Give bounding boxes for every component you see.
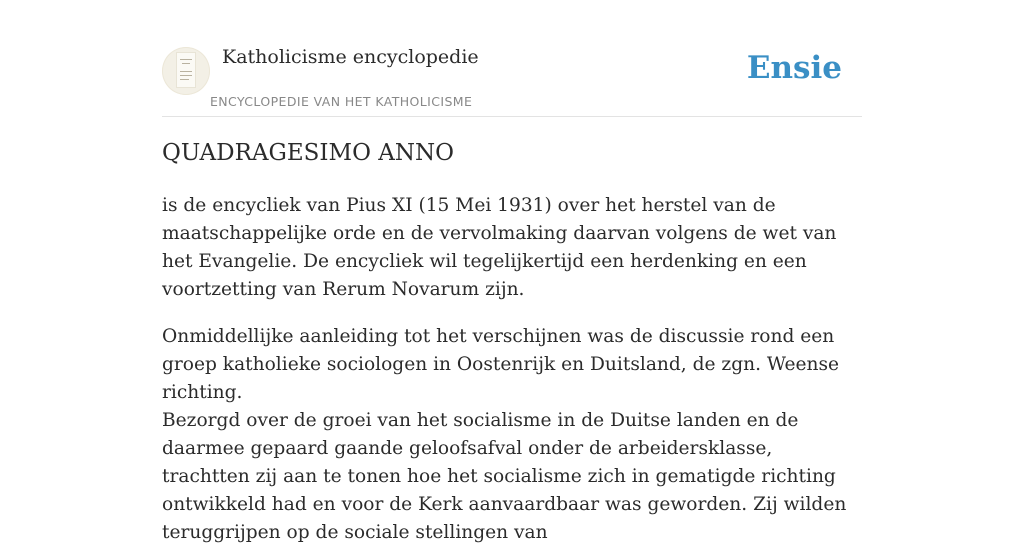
book-cover-icon[interactable] xyxy=(162,47,210,95)
article-paragraph: Bezorgd over de groei van het socialisme in de Duitse landen en de daarmee gepaard gaande geloofsafval onder de arbeidersklasse, trachtten zij aan te tonen hoe het socialisme zich in gematigde richting ontwikkeld had en voor de Kerk aanvaardbaar was geworden. Zij wilden teruggrijpen op de sociale stellingen van xyxy=(162,410,847,543)
article-paragraph: Onmiddellijke aanleiding tot het verschijnen was de discussie rond een groep katholieke sociologen in Oostenrijk en Duitsland, de zgn. Weense richting. xyxy=(162,326,840,403)
site-title-link[interactable]: Katholicisme encyclopedie xyxy=(222,46,479,68)
logo-line xyxy=(180,59,192,60)
logo-line xyxy=(182,63,190,64)
article-paragraph: is de encycliek van Pius XI (15 Mei 1931) over het herstel van de maatschappelijke orde en de vervolmaking daarvan volgens de wet van het Evangelie. De encycliek wil tegelijkertijd een herdenking en een voortzetting van Rerum Novarum zijn. xyxy=(162,195,837,300)
site-subtitle: ENCYCLOPEDIE VAN HET KATHOLICISME xyxy=(210,94,473,109)
page xyxy=(162,0,862,543)
logo-line xyxy=(180,79,189,80)
logo-line xyxy=(180,71,192,72)
ensie-brand-link[interactable]: Ensie xyxy=(746,50,842,86)
site-header xyxy=(162,0,862,117)
logo-line xyxy=(180,75,192,76)
article-title: QUADRAGESIMO ANNO xyxy=(162,140,454,166)
